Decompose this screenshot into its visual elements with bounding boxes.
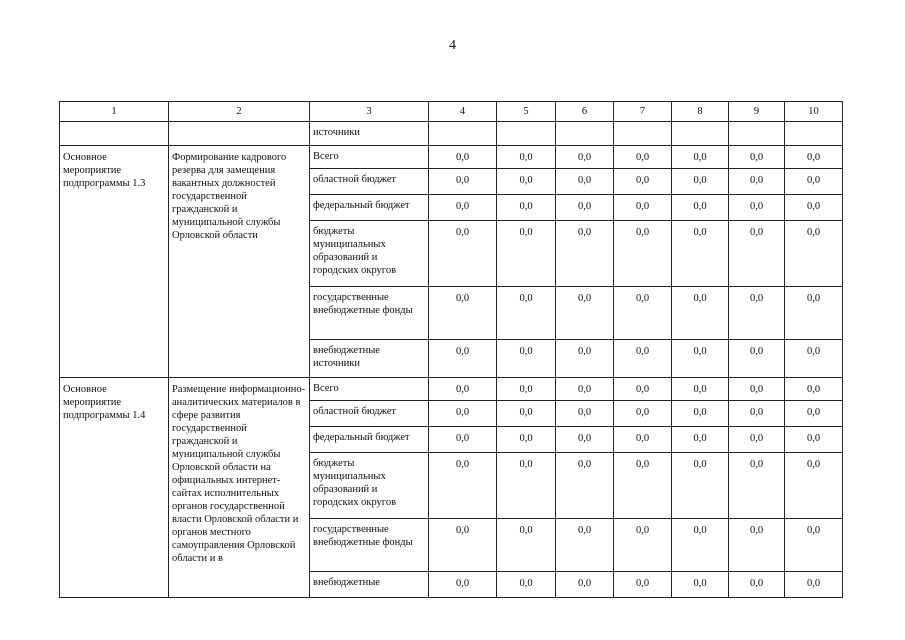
value-cell: 0,0 bbox=[614, 146, 672, 169]
value-cell: 0,0 bbox=[556, 401, 614, 427]
value-cell: 0,0 bbox=[497, 146, 556, 169]
header-row bbox=[60, 102, 843, 122]
value-cell: 0,0 bbox=[729, 401, 785, 427]
value-cell: 0,0 bbox=[556, 195, 614, 221]
value-cell: 0,0 bbox=[497, 287, 556, 340]
value-cell bbox=[614, 122, 672, 146]
value-cell: 0,0 bbox=[556, 453, 614, 519]
value-cell: 0,0 bbox=[614, 519, 672, 572]
funding-source-cell: Всего bbox=[310, 146, 429, 169]
value-cell: 0,0 bbox=[729, 378, 785, 401]
value-cell: 0,0 bbox=[729, 287, 785, 340]
value-cell: 0,0 bbox=[614, 453, 672, 519]
value-cell: 0,0 bbox=[429, 340, 497, 378]
value-cell: 0,0 bbox=[429, 453, 497, 519]
value-cell: 0,0 bbox=[672, 340, 729, 378]
value-cell: 0,0 bbox=[497, 169, 556, 195]
value-cell: 0,0 bbox=[785, 572, 843, 598]
value-cell: 0,0 bbox=[497, 427, 556, 453]
value-cell: 0,0 bbox=[785, 221, 843, 287]
measure-cell: Основное мероприятие подпрограммы 1.3 bbox=[60, 146, 169, 378]
table-row bbox=[60, 146, 843, 169]
value-cell: 0,0 bbox=[785, 401, 843, 427]
value-cell: 0,0 bbox=[556, 519, 614, 572]
value-cell: 0,0 bbox=[614, 340, 672, 378]
value-cell: 0,0 bbox=[672, 146, 729, 169]
value-cell: 0,0 bbox=[672, 221, 729, 287]
value-cell: 0,0 bbox=[672, 453, 729, 519]
header-cell: 4 bbox=[429, 102, 497, 122]
value-cell bbox=[497, 122, 556, 146]
measure-cell bbox=[60, 122, 169, 146]
table-row bbox=[60, 378, 843, 401]
value-cell: 0,0 bbox=[556, 146, 614, 169]
value-cell: 0,0 bbox=[729, 146, 785, 169]
description-cell: Размещение информационно-аналитических материалов в сфере развития государственной гражданской и муниципальной службы Орловской области на официальных интернет-сайтах исполнительных органов государственной власти Орловской области и органов местного самоуправления Орловской области и в bbox=[169, 378, 310, 598]
value-cell bbox=[429, 122, 497, 146]
description-cell bbox=[169, 122, 310, 146]
value-cell: 0,0 bbox=[429, 572, 497, 598]
value-cell bbox=[785, 122, 843, 146]
description-cell: Формирование кадрового резерва для замещения вакантных должностей государственной гражданской и муниципальной службы Орловской области bbox=[169, 146, 310, 378]
funding-source-cell: государственные внебюджетные фонды bbox=[310, 519, 429, 572]
value-cell: 0,0 bbox=[429, 146, 497, 169]
funding-source-cell: источники bbox=[310, 122, 429, 146]
value-cell: 0,0 bbox=[729, 195, 785, 221]
funding-source-cell: бюджеты муниципальных образований и городских округов bbox=[310, 221, 429, 287]
budget-table bbox=[59, 101, 843, 598]
funding-source-cell: внебюджетные источники bbox=[310, 340, 429, 378]
value-cell: 0,0 bbox=[497, 195, 556, 221]
value-cell: 0,0 bbox=[614, 378, 672, 401]
header-cell: 8 bbox=[672, 102, 729, 122]
value-cell: 0,0 bbox=[729, 427, 785, 453]
table-body bbox=[60, 102, 843, 598]
value-cell: 0,0 bbox=[614, 427, 672, 453]
value-cell: 0,0 bbox=[729, 519, 785, 572]
value-cell: 0,0 bbox=[785, 169, 843, 195]
value-cell: 0,0 bbox=[672, 287, 729, 340]
value-cell: 0,0 bbox=[497, 340, 556, 378]
value-cell: 0,0 bbox=[429, 287, 497, 340]
value-cell: 0,0 bbox=[729, 572, 785, 598]
value-cell: 0,0 bbox=[497, 401, 556, 427]
value-cell: 0,0 bbox=[556, 378, 614, 401]
value-cell: 0,0 bbox=[429, 221, 497, 287]
value-cell: 0,0 bbox=[429, 169, 497, 195]
value-cell: 0,0 bbox=[497, 453, 556, 519]
value-cell: 0,0 bbox=[785, 519, 843, 572]
value-cell: 0,0 bbox=[429, 401, 497, 427]
header-cell: 2 bbox=[169, 102, 310, 122]
header-cell: 3 bbox=[310, 102, 429, 122]
value-cell: 0,0 bbox=[729, 340, 785, 378]
value-cell: 0,0 bbox=[785, 378, 843, 401]
funding-source-cell: государственные внебюджетные фонды bbox=[310, 287, 429, 340]
value-cell: 0,0 bbox=[672, 519, 729, 572]
value-cell: 0,0 bbox=[614, 169, 672, 195]
value-cell: 0,0 bbox=[672, 378, 729, 401]
value-cell: 0,0 bbox=[672, 195, 729, 221]
funding-source-cell: Всего bbox=[310, 378, 429, 401]
value-cell: 0,0 bbox=[556, 221, 614, 287]
value-cell: 0,0 bbox=[729, 453, 785, 519]
value-cell: 0,0 bbox=[729, 169, 785, 195]
value-cell: 0,0 bbox=[614, 221, 672, 287]
value-cell bbox=[672, 122, 729, 146]
value-cell: 0,0 bbox=[785, 195, 843, 221]
value-cell: 0,0 bbox=[497, 221, 556, 287]
header-cell: 9 bbox=[729, 102, 785, 122]
value-cell: 0,0 bbox=[497, 519, 556, 572]
value-cell: 0,0 bbox=[785, 427, 843, 453]
funding-source-cell: областной бюджет bbox=[310, 401, 429, 427]
table-row bbox=[60, 122, 843, 146]
value-cell: 0,0 bbox=[497, 378, 556, 401]
measure-cell: Основное мероприятие подпрограммы 1.4 bbox=[60, 378, 169, 598]
value-cell: 0,0 bbox=[672, 401, 729, 427]
value-cell: 0,0 bbox=[556, 287, 614, 340]
funding-source-cell: федеральный бюджет bbox=[310, 195, 429, 221]
value-cell: 0,0 bbox=[497, 572, 556, 598]
value-cell: 0,0 bbox=[785, 287, 843, 340]
funding-source-cell: федеральный бюджет bbox=[310, 427, 429, 453]
value-cell: 0,0 bbox=[556, 169, 614, 195]
value-cell bbox=[556, 122, 614, 146]
value-cell: 0,0 bbox=[429, 195, 497, 221]
value-cell: 0,0 bbox=[429, 378, 497, 401]
value-cell: 0,0 bbox=[672, 572, 729, 598]
page-number: 4 bbox=[449, 38, 456, 53]
value-cell: 0,0 bbox=[672, 427, 729, 453]
value-cell: 0,0 bbox=[429, 427, 497, 453]
header-cell: 1 bbox=[60, 102, 169, 122]
value-cell: 0,0 bbox=[614, 195, 672, 221]
value-cell: 0,0 bbox=[556, 340, 614, 378]
value-cell: 0,0 bbox=[614, 287, 672, 340]
value-cell: 0,0 bbox=[614, 572, 672, 598]
funding-source-cell: бюджеты муниципальных образований и городских округов bbox=[310, 453, 429, 519]
value-cell: 0,0 bbox=[429, 519, 497, 572]
value-cell: 0,0 bbox=[785, 146, 843, 169]
funding-source-cell: внебюджетные bbox=[310, 572, 429, 598]
value-cell: 0,0 bbox=[556, 427, 614, 453]
value-cell: 0,0 bbox=[672, 169, 729, 195]
header-cell: 5 bbox=[497, 102, 556, 122]
header-cell: 6 bbox=[556, 102, 614, 122]
value-cell: 0,0 bbox=[785, 340, 843, 378]
header-cell: 10 bbox=[785, 102, 843, 122]
value-cell: 0,0 bbox=[556, 572, 614, 598]
value-cell bbox=[729, 122, 785, 146]
value-cell: 0,0 bbox=[785, 453, 843, 519]
funding-source-cell: областной бюджет bbox=[310, 169, 429, 195]
value-cell: 0,0 bbox=[729, 221, 785, 287]
value-cell: 0,0 bbox=[614, 401, 672, 427]
header-cell: 7 bbox=[614, 102, 672, 122]
